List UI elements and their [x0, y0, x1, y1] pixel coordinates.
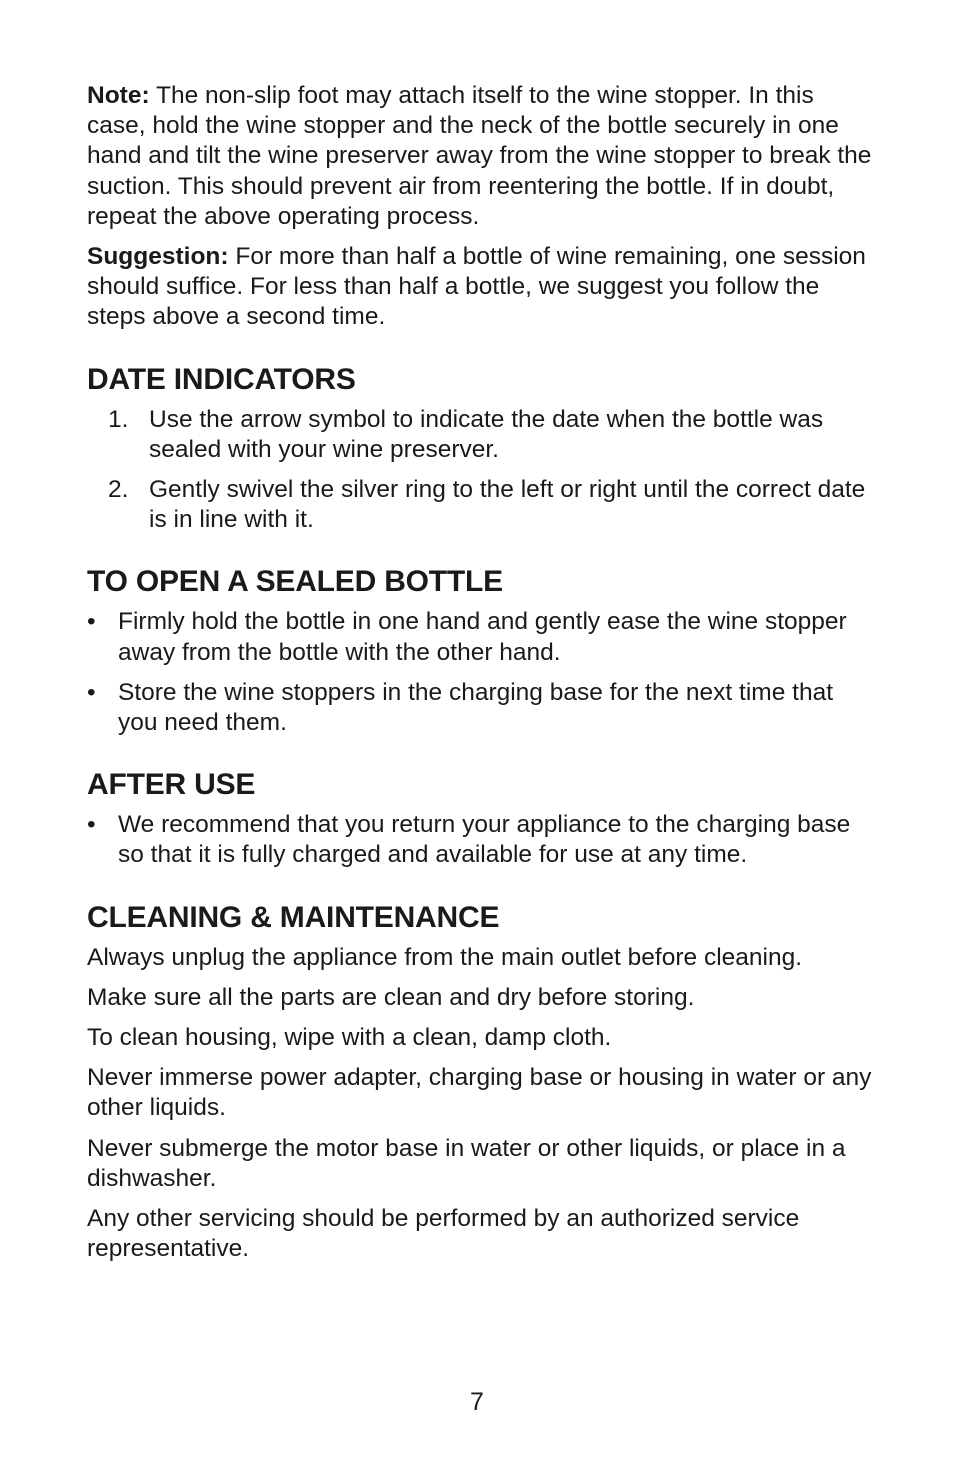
cleaning-paragraph: Never submerge the motor base in water or other liquids, or place in a dishwasher. [87, 1134, 846, 1192]
list-item [87, 678, 877, 738]
note-text: The non-slip foot may attach itself to the wine stopper. In this case, hold the wine stopper and the neck of the bottle securely in one hand and tilt the wine preserver away from the wine stopper to break the suction. This should prevent air from reentering the bottle. If in doubt, repeat the above operating process. [87, 82, 872, 230]
suggestion-text: For more than half a bottle of wine remaining, one session should suffice. For less than half a bottle, we suggest you follow the steps above a second time. [87, 243, 866, 331]
cleaning-paragraph: Any other servicing should be performed by an authorized service representative. [87, 1205, 800, 1263]
cleaning-heading: CLEANING & MAINTENANCE [87, 900, 500, 934]
cleaning-paragraph: Make sure all the parts are clean and dry before storing. [87, 983, 695, 1011]
list-item [87, 475, 877, 535]
list-number: 1. [108, 405, 129, 433]
list-item [87, 810, 877, 870]
list-number: 2. [108, 476, 129, 504]
list-item [87, 607, 877, 667]
list-item-text: Firmly hold the bottle in one hand and gently ease the wine stopper away from the bottle with the other hand. [118, 608, 847, 666]
after-use-list [87, 810, 877, 870]
list-item-text: We recommend that you return your appliance to the charging base so that it is fully charged and available for use at any time. [118, 811, 851, 869]
page-number: 7 [470, 1388, 484, 1416]
suggestion-label: Suggestion: [87, 243, 229, 271]
note-paragraph [87, 81, 877, 232]
suggestion-paragraph [87, 242, 877, 333]
note-label: Note: [87, 82, 150, 109]
cleaning-paragraph: Never immerse power adapter, charging base or housing in water or any other liquids. [87, 1064, 872, 1122]
cleaning-paragraph: To clean housing, wipe with a clean, damp cloth. [87, 1024, 612, 1052]
date-indicators-list [87, 405, 877, 536]
list-item-text: Store the wine stoppers in the charging base for the next time that you need them. [118, 678, 833, 737]
bullet-icon: • [87, 811, 96, 839]
bullet-icon: • [87, 608, 96, 636]
open-bottle-heading: TO OPEN A SEALED BOTTLE [87, 565, 503, 599]
open-bottle-list [87, 607, 877, 738]
after-use-heading: AFTER USE [87, 768, 256, 802]
page-content [87, 81, 877, 1274]
list-item-text: Use the arrow symbol to indicate the date when the bottle was sealed with your wine preserver. [149, 405, 824, 463]
bullet-icon: • [87, 678, 96, 706]
list-item [87, 405, 877, 465]
list-item-text: Gently swivel the silver ring to the left or right until the correct date is in line with it. [149, 476, 866, 534]
date-indicators-heading: DATE INDICATORS [87, 362, 356, 396]
cleaning-paragraph: Always unplug the appliance from the main outlet before cleaning. [87, 943, 803, 971]
